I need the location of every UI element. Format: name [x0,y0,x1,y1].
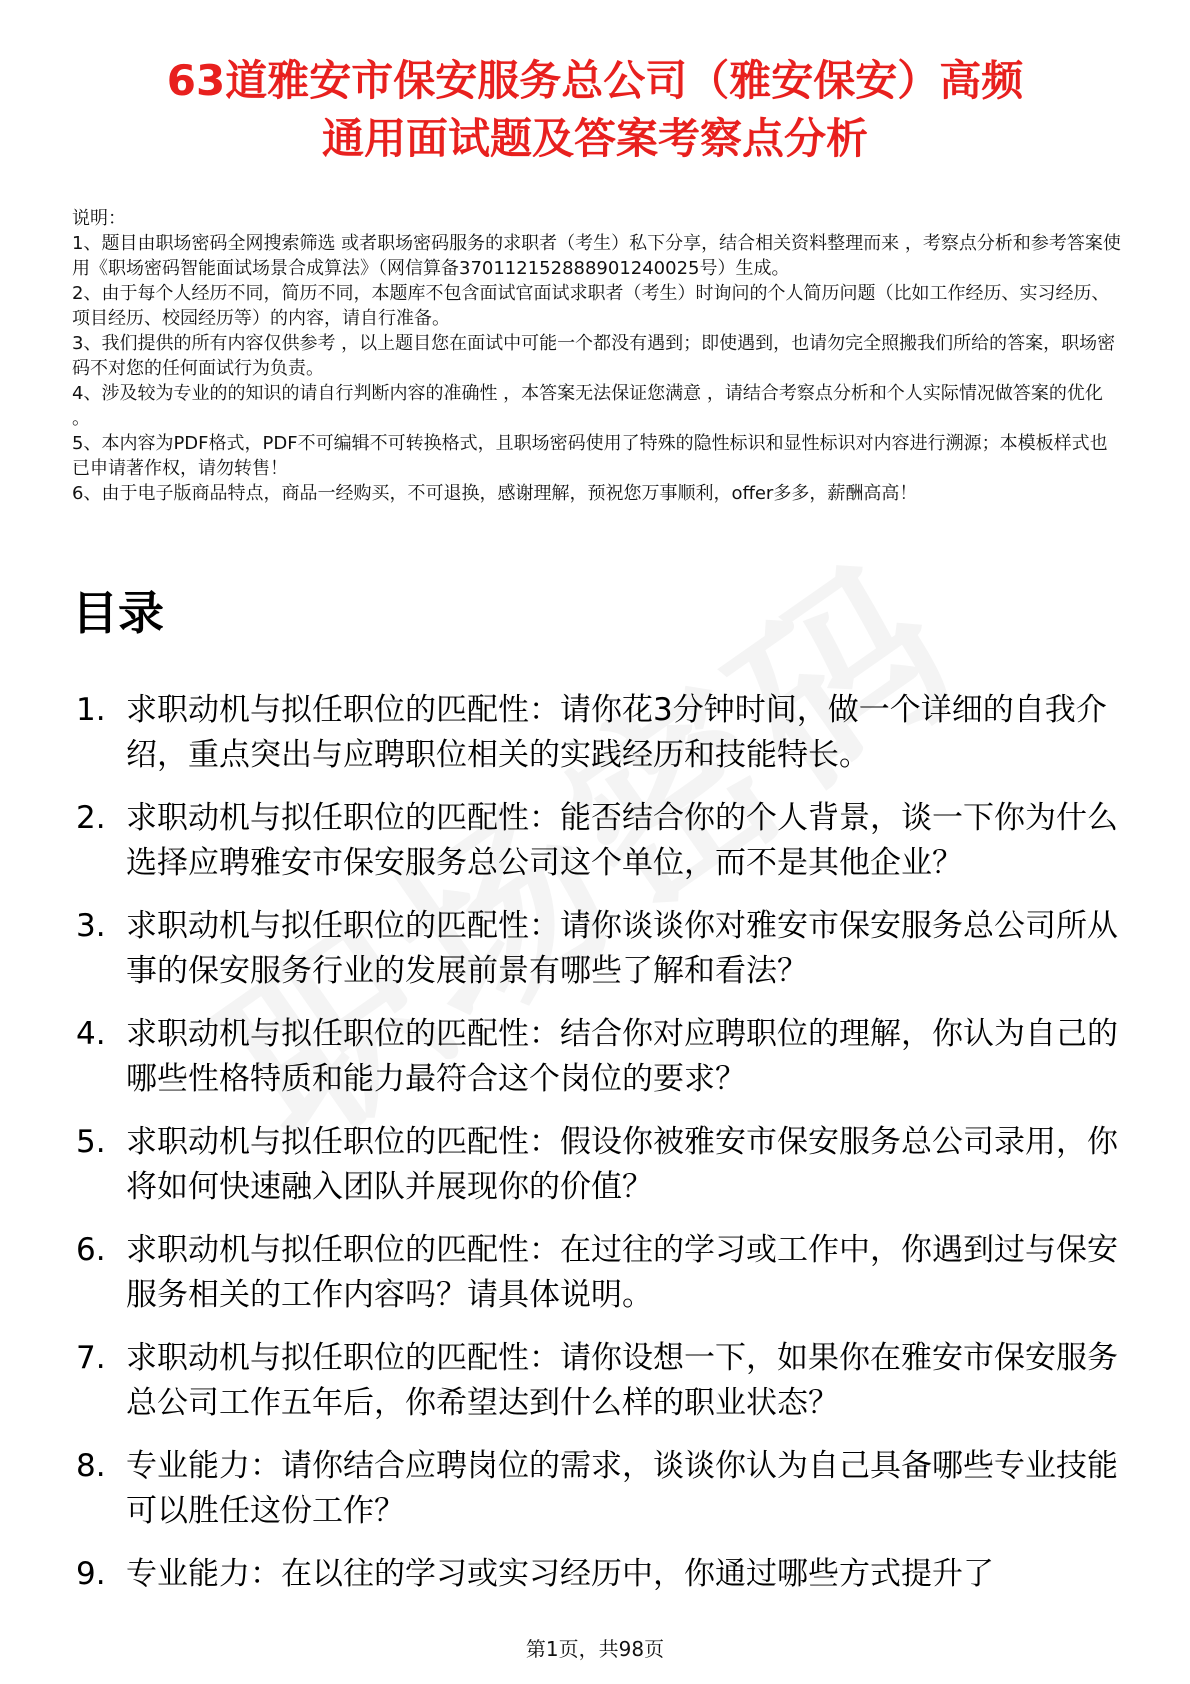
note-item: 6、由于电子版商品特点，商品一经购买，不可退换，感谢理解，预祝您万事顺利，offer多多，薪酬高高！ [72,483,918,504]
toc-item[interactable] [72,1012,1132,1102]
toc-item-text: 专业能力：请你结合应聘岗位的需求，谈谈你认为自己具备哪些专业技能可以胜任这份工作？ [126,1448,1118,1529]
toc-item-text: 求职动机与拟任职位的匹配性：能否结合你的个人背景，谈一下你为什么选择应聘雅安市保安服务总公司这个单位，而不是其他企业？ [126,800,1118,881]
toc-item-number: 6. [76,1232,106,1268]
toc-item-number: 2. [76,800,106,836]
note-item: 5、本内容为PDF格式，PDF不可编辑不可转换格式，且职场密码使用了特殊的隐性标识和显性标识对内容进行溯源；本模板样式也已申请著作权，请勿转售！ [72,433,1108,479]
toc-item[interactable] [72,796,1132,886]
toc-item[interactable] [72,1228,1132,1318]
note-item: 2、由于每个人经历不同，简历不同，本题库不包含面试官面试求职者（考生）时询问的个人简历问题（比如工作经历、实习经历、项目经历、校园经历等）的内容，请自行准备。 [72,283,1110,329]
toc-item-number: 1. [76,692,106,728]
toc-item[interactable] [72,688,1132,778]
toc-item-text: 专业能力：在以往的学习或实习经历中，你通过哪些方式提升了 [126,1556,994,1592]
note-item: 1、题目由职场密码全网搜索筛选 或者职场密码服务的求职者（考生）私下分享，结合相关资料整理而来 ，考察点分析和参考答案使用《职场密码智能面试场景合成算法》（网信算备370112152888901240025号）生成。 [72,233,1121,279]
toc-item-number: 9. [76,1556,106,1592]
note-item: 3、我们提供的所有内容仅供参考 ，以上题目您在面试中可能一个都没有遇到；即使遇到，也请勿完全照搬我们所给的答案，职场密码不对您的任何面试行为负责。 [72,333,1116,379]
toc-item-number: 5. [76,1124,106,1160]
toc-list [72,688,1132,1615]
toc-item-number: 8. [76,1448,106,1484]
toc-item-text: 求职动机与拟任职位的匹配性：请你谈谈你对雅安市保安服务总公司所从事的保安服务行业的发展前景有哪些了解和看法？ [126,908,1118,989]
toc-item[interactable] [72,1336,1132,1426]
note-item: 4、涉及较为专业的的知识的请自行判断内容的准确性 ，本答案无法保证您满意 ，请结合考察点分析和个人实际情况做答案的优化 。 [72,383,1103,429]
notes-heading: 说明： [72,208,126,229]
toc-item-text: 求职动机与拟任职位的匹配性：请你设想一下，如果你在雅安市保安服务总公司工作五年后，你希望达到什么样的职业状态？ [126,1340,1118,1421]
toc-item-number: 3. [76,908,106,944]
toc-item-number: 4. [76,1016,106,1052]
toc-item-text: 求职动机与拟任职位的匹配性：结合你对应聘职位的理解，你认为自己的哪些性格特质和能力最符合这个岗位的要求？ [126,1016,1118,1097]
toc-item[interactable] [72,904,1132,994]
title-line-2: 通用面试题及答案考察点分析 [321,114,868,163]
page-number: 第1页，共98页 [525,1637,665,1661]
notes-section [72,206,1122,506]
title-line-1: 63道雅安市保安服务总公司（雅安保安）高频 [166,56,1024,105]
toc-item[interactable] [72,1120,1132,1210]
toc-item-text: 求职动机与拟任职位的匹配性：请你花3分钟时间，做一个详细的自我介绍，重点突出与应聘职位相关的实践经历和技能特长。 [126,692,1107,773]
toc-item-number: 7. [76,1340,106,1376]
toc-item[interactable] [72,1552,1132,1597]
toc-item-text: 求职动机与拟任职位的匹配性：假设你被雅安市保安服务总公司录用，你将如何快速融入团队并展现你的价值？ [126,1124,1118,1205]
toc-heading: 目录 [72,586,164,640]
toc-item-text: 求职动机与拟任职位的匹配性：在过往的学习或工作中，你遇到过与保安服务相关的工作内容吗？请具体说明。 [126,1232,1118,1313]
document-title [60,52,1130,168]
toc-item[interactable] [72,1444,1132,1534]
